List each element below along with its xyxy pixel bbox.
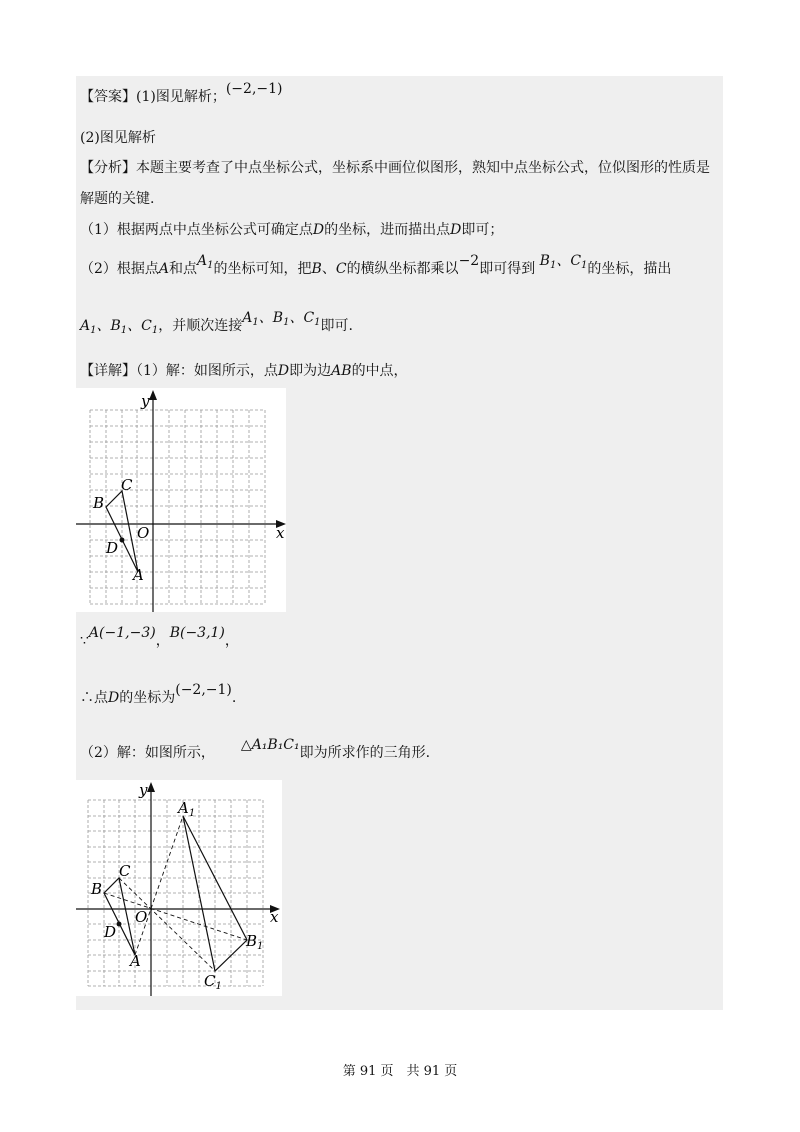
step2-text-h: 即可. <box>320 318 353 334</box>
comma: ， <box>155 633 170 649</box>
therefore-text-b: 的坐标为 <box>119 690 176 706</box>
answer-part2: (2)图见解析 <box>80 130 156 146</box>
because-line <box>80 625 239 650</box>
period: . <box>231 690 237 706</box>
label-c: C <box>121 476 133 494</box>
coord-d: (−2,−1) <box>175 682 232 698</box>
label-y-2: y <box>139 781 148 799</box>
figure-2-svg <box>76 780 282 996</box>
label-b1: $B_1$ <box>246 932 264 952</box>
step2-point-b: B <box>311 261 322 277</box>
step1-text-c: 即可； <box>461 222 504 238</box>
therefore-point-d: D <box>108 690 120 706</box>
answer-line <box>80 81 283 106</box>
step2-sep: 、 <box>321 261 336 277</box>
label-o: O <box>137 524 150 542</box>
step2-text-d: 的横纵坐标都乘以 <box>346 261 459 277</box>
step2-multiplier: −2 <box>458 253 480 269</box>
label-x-2: x <box>270 908 279 926</box>
step2-b1c1: $B_1$、$C_1$ <box>539 253 588 271</box>
y-axis-arrow-2 <box>147 782 155 792</box>
label-b: B <box>93 494 105 512</box>
label-d-2: D <box>104 923 117 941</box>
analysis-step2 <box>80 253 672 283</box>
step1-point-d2: D <box>450 222 462 238</box>
step1-point-d: D <box>312 222 325 238</box>
part2-text-a: （2）解：如图所示， <box>80 745 215 761</box>
label-a1: $A_1$ <box>178 799 196 819</box>
because-symbol: ∵ <box>80 633 89 649</box>
step2-text-e: 即可得到 <box>479 261 536 277</box>
step2-a1b1c1: $A_1$、$B_1$、$C_1$ <box>80 318 159 336</box>
triangle-a1b1c1-label: △A₁B₁C₁ <box>240 737 300 753</box>
detail-text-a: （1）解：如图所示，点 <box>136 363 278 379</box>
label-b-2: B <box>91 880 103 898</box>
therefore-text: ∴点 <box>80 690 108 706</box>
step2-text-a: （2）根据点 <box>80 261 159 277</box>
midpoint-d <box>120 538 125 543</box>
step2-text-g: ，并顺次连接 <box>158 318 243 334</box>
label-d: D <box>106 539 119 557</box>
label-a-2: A <box>130 952 141 970</box>
y-axis-arrow <box>149 390 157 400</box>
step1-text-a: （1）根据两点中点坐标公式可确定点 <box>80 222 313 238</box>
figure-2 <box>76 780 282 996</box>
detail-segment-ab: AB <box>331 363 352 379</box>
label-a: A <box>133 566 144 584</box>
page-footer: 第 91 页 共 91 页 <box>342 1064 458 1079</box>
coord-b: B(−3,1) <box>169 625 225 641</box>
label-y: y <box>141 392 150 410</box>
label-c1: $C_1$ <box>204 972 222 992</box>
dashed-rays <box>104 816 247 971</box>
answer-part1-math: (−2,−1) <box>225 81 283 97</box>
detail-text-c: 的中点， <box>351 363 408 379</box>
part2-text-b: 即为所求作的三角形. <box>299 745 431 761</box>
step2-text-b: 和点 <box>169 261 198 277</box>
figure-1-svg <box>76 388 286 612</box>
answer-label: 【答案】 <box>80 89 136 105</box>
part2-line <box>80 737 431 762</box>
detail-text-b: 即为边 <box>289 363 332 379</box>
step2-a1b1c1-b: $A_1$、$B_1$、$C_1$ <box>242 310 321 328</box>
detail-label: 【详解】 <box>80 363 136 379</box>
answer-part1: (1)图见解析； <box>136 89 226 105</box>
analysis-line1 <box>80 159 710 177</box>
step1-text-b: 的坐标，进而描出点 <box>324 222 451 238</box>
therefore-line <box>80 682 237 707</box>
analysis-label: 【分析】 <box>80 160 136 176</box>
step2-text-c: 的坐标可知，把 <box>213 261 312 277</box>
label-o-2: O <box>135 908 148 926</box>
comma-2: ， <box>224 633 239 649</box>
step2-text-f: 的坐标，描出 <box>587 261 672 277</box>
step2-point-c: C <box>335 261 347 277</box>
step2-point-a: A <box>158 261 170 277</box>
figure-1 <box>76 388 286 612</box>
analysis-line2: 解题的关键. <box>80 191 155 207</box>
label-c-2: C <box>119 862 131 880</box>
analysis-step1 <box>80 221 503 239</box>
step2-point-a1: $A_1$ <box>197 253 214 271</box>
analysis-step2-cont <box>80 310 353 340</box>
analysis-text: 本题主要考查了中点坐标公式，坐标系中画位似图形，熟知中点坐标公式，位似图形的性质是 <box>136 160 710 176</box>
midpoint-d-2 <box>117 922 122 927</box>
detail-point-d: D <box>277 363 290 379</box>
coord-a: A(−1,−3) <box>88 625 156 641</box>
label-x: x <box>276 524 285 542</box>
detail-line1 <box>80 362 408 380</box>
